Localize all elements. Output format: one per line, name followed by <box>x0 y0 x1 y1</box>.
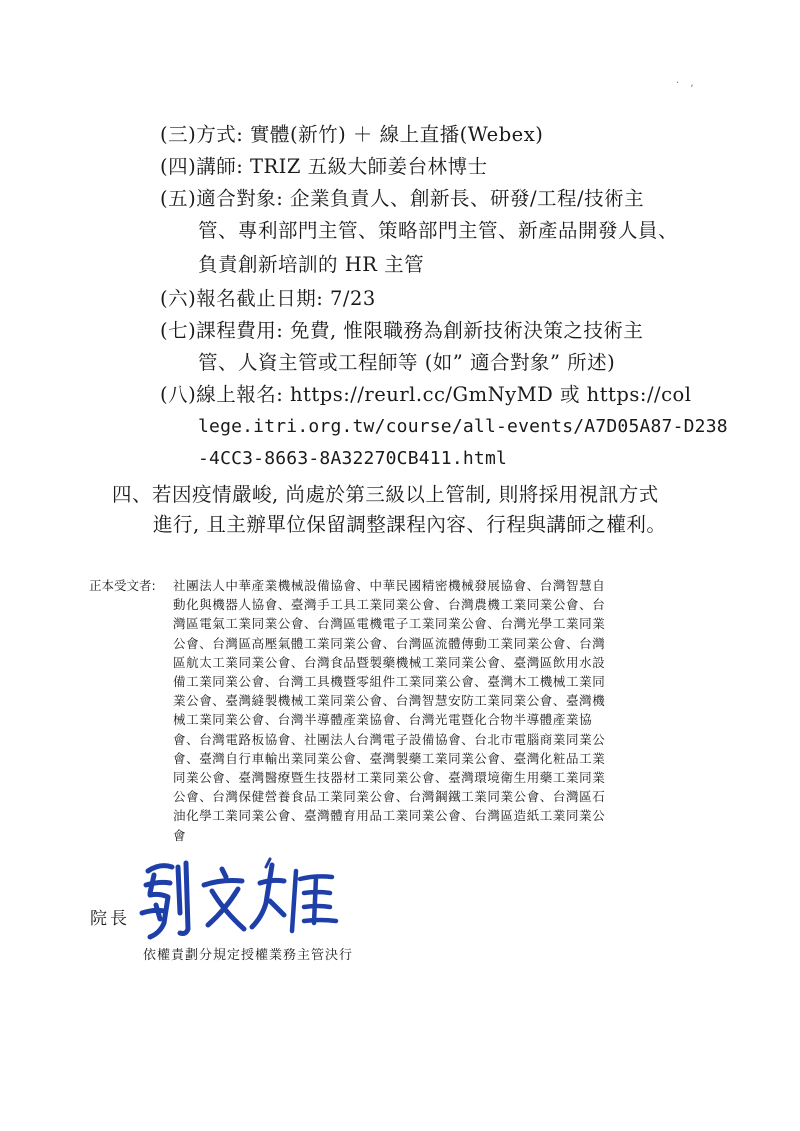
item-text: 線上報名: https://reurl.cc/GmNyMD 或 https://col <box>196 383 692 406</box>
item-number: (八) <box>160 383 197 406</box>
item-text-continued: 管、人資主管或工程師等 (如” 適合對象” 所述) <box>198 351 616 374</box>
recipients-line: 會、台灣電路板協會、社團法人台灣電子設備協會、台北市電腦商業同業公 <box>173 731 606 747</box>
item-number: (六) <box>160 287 197 310</box>
director-signature <box>120 853 380 948</box>
item-text: 報名截止日期: 7/23 <box>196 287 376 310</box>
item-fee <box>160 316 643 346</box>
recipients-line: 械工業同業公會、台灣半導體產業協會、台灣光電暨化合物半導體產業協 <box>173 712 593 728</box>
item-text: 課程費用: 免費, 惟限職務為創新技術決策之技術主 <box>196 319 644 342</box>
recipients-line: 同業公會、臺灣醫療暨生技器材工業同業公會、臺灣環境衛生用藥工業同業 <box>173 770 606 786</box>
item-text: 適合對象: 企業負責人、創新長、研發/工程/技術主 <box>196 187 645 210</box>
recipients-line: 公會、台灣保健營養食品工業同業公會、台灣鋼鐵工業同業公會、台灣區石 <box>173 789 606 805</box>
scan-mark: · , <box>676 78 698 89</box>
item-number: (七) <box>160 319 197 342</box>
registration-url-continued: -4CC3-8663-8A32270CB411.html <box>198 448 508 469</box>
recipients-line: 油化學工業同業公會、臺灣體育用品工業同業公會、台灣區造紙工業同業公 <box>173 808 606 824</box>
item-lecturer <box>160 152 488 182</box>
section-text-continued: 進行, 且主辦單位保留調整課程內容、行程與講師之權利。 <box>153 513 667 536</box>
recipients-line: 會 <box>173 827 187 843</box>
section-number: 四、 <box>112 483 153 506</box>
section-text: 若因疫情嚴峻, 尚處於第三級以上管制, 則將採用視訊方式 <box>152 483 659 506</box>
recipients-line: 社團法人中華產業機械設備協會、中華民國精密機械發展協會、台灣智慧自 <box>173 578 606 593</box>
recipients-label: 正本受文者: <box>89 578 156 593</box>
item-number: (五) <box>160 187 197 210</box>
signature-name: 劉文雄 <box>120 853 123 854</box>
item-registration <box>160 380 691 410</box>
recipients-line: 會、臺灣自行車輸出業同業公會、臺灣製藥工業同業公會、臺灣化粧品工業 <box>173 750 606 766</box>
item-text-continued: 管、專利部門主管、策略部門主管、新產品開發人員、 <box>198 219 679 242</box>
recipients-line: 備工業同業公會、台灣工具機暨零組件工業同業公會、臺灣木工機械工業同 <box>173 674 606 690</box>
item-number: (三) <box>160 123 197 146</box>
item-number: (四) <box>160 155 197 178</box>
item-method <box>160 120 543 150</box>
registration-url-continued: lege.itri.org.tw/course/all-events/A7D05A87-D238 <box>198 416 728 437</box>
item-audience <box>160 184 644 214</box>
director-title: 院長 <box>90 909 130 929</box>
item-deadline <box>160 284 376 314</box>
recipients-line: 動化與機器人協會、臺灣手工具工業同業公會、台灣農機工業同業公會、台 <box>173 597 606 613</box>
recipients-line: 公會、台灣區高壓氣體工業同業公會、台灣區流體傳動工業同業公會、台灣 <box>173 635 606 651</box>
item-text: 講師: TRIZ 五級大師姜台林博士 <box>196 155 488 178</box>
item-text-continued: 負責創新培訓的 HR 主管 <box>198 253 425 276</box>
recipients-list <box>173 576 703 845</box>
recipients-line: 區航太工業同業公會、台灣食品暨製藥機械工業同業公會、臺灣區飲用水設 <box>173 654 606 670</box>
recipients-line: 灣區電氣工業同業公會、台灣區電機電子工業同業公會、台灣光學工業同業 <box>173 616 606 632</box>
recipients-line: 業公會、臺灣縫製機械工業同業公會、台灣智慧安防工業同業公會、臺灣機 <box>173 693 606 709</box>
item-text: 方式: 實體(新竹) ＋ 線上直播(Webex) <box>196 123 544 146</box>
section-four <box>112 480 659 510</box>
authorization-note: 依權責劃分規定授權業務主管決行 <box>143 948 354 963</box>
